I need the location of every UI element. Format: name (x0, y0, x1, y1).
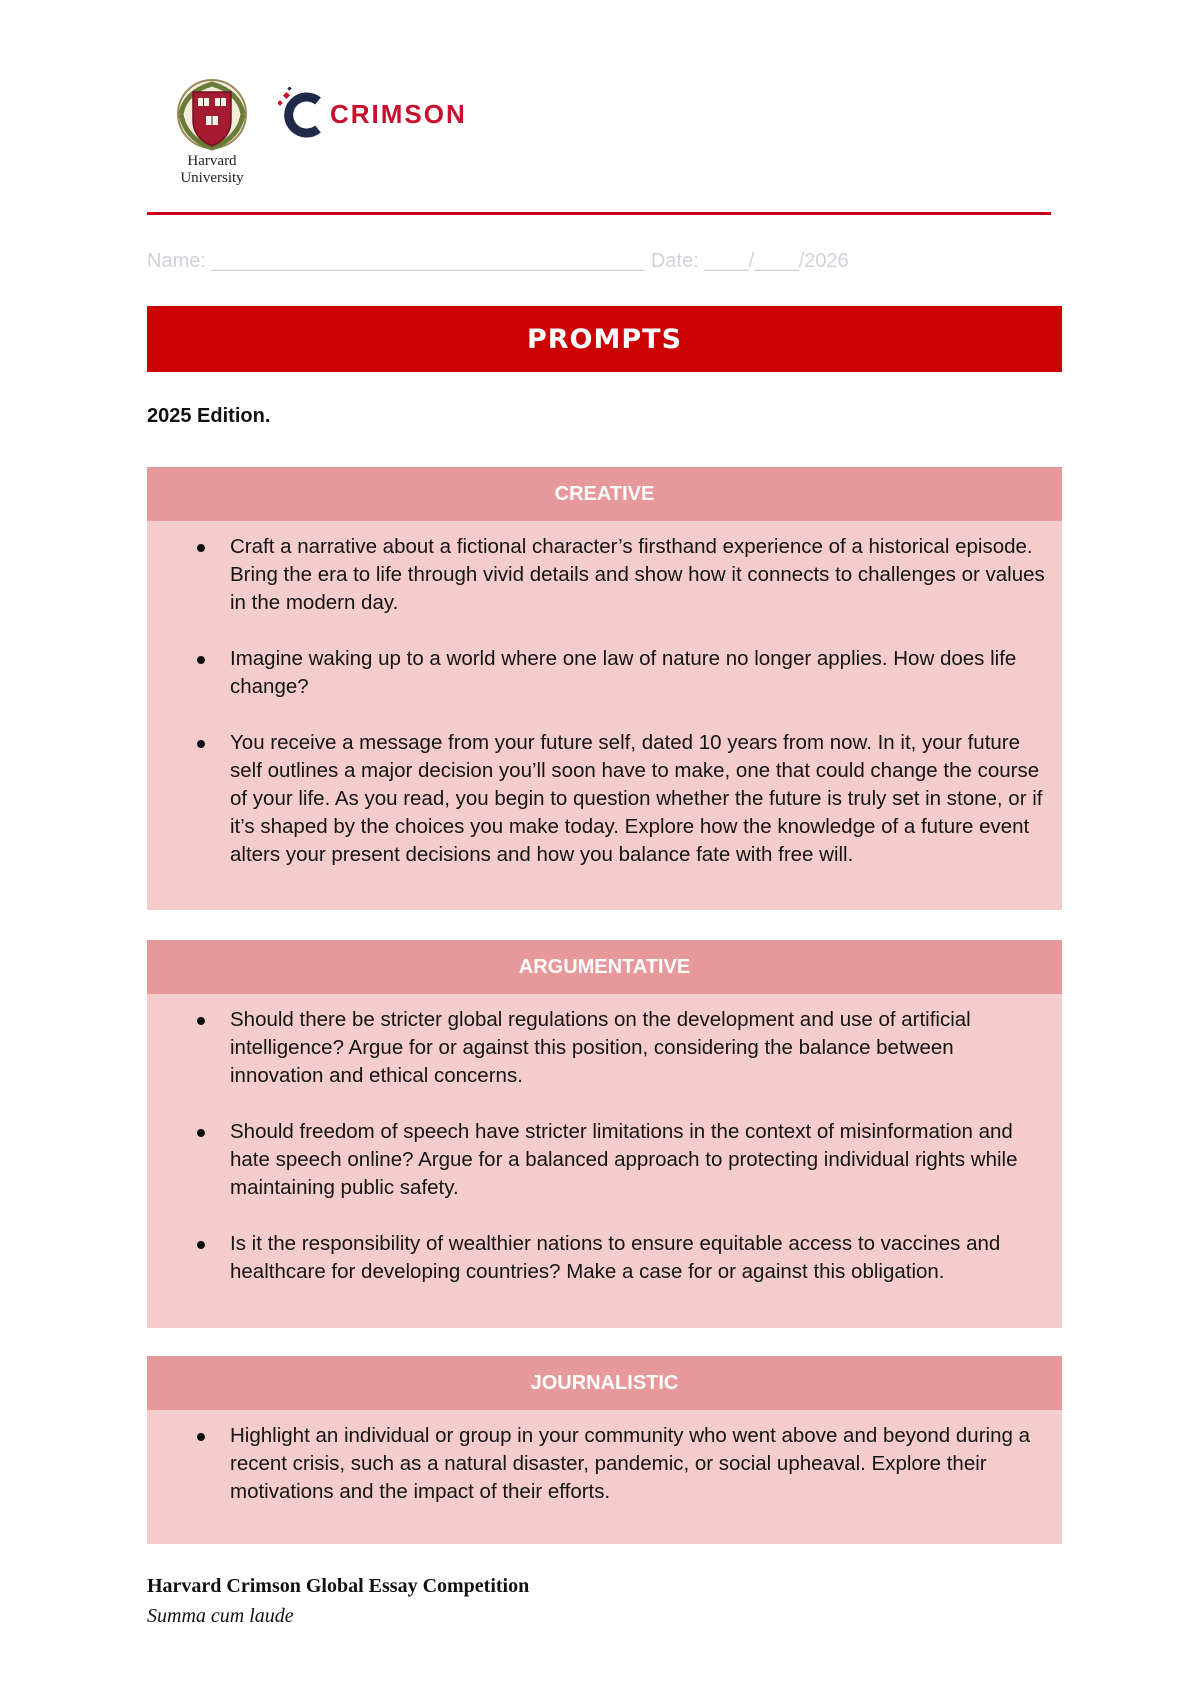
prompt-text: Should there be stricter global regulations on the development and use of artificial intelligence? Argue for or against this position, considering the balance between innovation and ethical concerns. (230, 1008, 971, 1087)
section-journalistic (147, 1356, 1062, 1544)
list-item (147, 1230, 1050, 1286)
edition-label: 2025 Edition. (147, 405, 271, 427)
list-item (147, 1118, 1050, 1202)
footer-motto: Summa cum laude (147, 1605, 294, 1627)
bullet-icon (197, 1129, 205, 1137)
bullet-icon (197, 740, 205, 748)
prompt-text: Imagine waking up to a world where one law of nature no longer applies. How does life change? (230, 647, 1017, 698)
bullet-icon (197, 544, 205, 552)
crimson-logo-text: CRIMSON (330, 98, 467, 129)
section-heading: ARGUMENTATIVE (147, 940, 1062, 994)
prompt-text: Highlight an individual or group in your community who went above and beyond during a recent crisis, such as a natural disaster, pandemic, or social upheaval. Explore their motivations and the impact of their efforts. (230, 1424, 1030, 1503)
section-creative (147, 467, 1062, 910)
harvard-logo-line1: Harvard (187, 153, 237, 169)
list-item (147, 645, 1050, 701)
section-heading: CREATIVE (147, 467, 1062, 521)
prompt-list (147, 521, 1062, 869)
page-title: PROMPTS (147, 306, 1062, 372)
harvard-logo (166, 78, 258, 186)
section-heading: JOURNALISTIC (147, 1356, 1062, 1410)
prompt-text: Is it the responsibility of wealthier nations to ensure equitable access to vaccines and healthcare for developing countries? Make a case for or against this obligation. (230, 1232, 1001, 1283)
prompt-list (147, 994, 1062, 1286)
bullet-icon (197, 1017, 205, 1025)
list-item (147, 1006, 1050, 1090)
bullet-icon (197, 1241, 205, 1249)
prompt-text: Should freedom of speech have stricter limitations in the context of misinformation and hate speech online? Argue for a balanced approach to protecting individual rights while maintaining public safety. (230, 1120, 1018, 1199)
harvard-shield-icon (166, 78, 258, 152)
prompt-text: You receive a message from your future self, dated 10 years from now. In it, your future self outlines a major decision you’ll soon have to make, one that could change the course of your life. As you read, you begin to question whether the future is truly set in stone, or if it’s shaped by the choices you make today. Explore how the knowledge of a future event alters your present decisions and how you balance fate with free will. (230, 731, 1043, 866)
section-argumentative (147, 940, 1062, 1328)
name-date-line: Name: _______________________________________ Date: ____/____/2026 (147, 250, 849, 272)
list-item (147, 1422, 1050, 1506)
list-item (147, 533, 1050, 617)
harvard-logo-line2: University (180, 170, 244, 186)
header-divider (147, 212, 1051, 215)
prompt-list (147, 1410, 1062, 1506)
bullet-icon (197, 1433, 205, 1441)
crimson-c-icon (278, 87, 326, 141)
footer-title: Harvard Crimson Global Essay Competition (147, 1575, 530, 1597)
bullet-icon (197, 656, 205, 664)
crimson-logo (278, 86, 467, 142)
list-item (147, 729, 1050, 869)
prompt-text: Craft a narrative about a fictional character’s firsthand experience of a historical episode. Bring the era to life through vivid details and show how it connects to challenges or values in the modern day. (230, 535, 1045, 614)
